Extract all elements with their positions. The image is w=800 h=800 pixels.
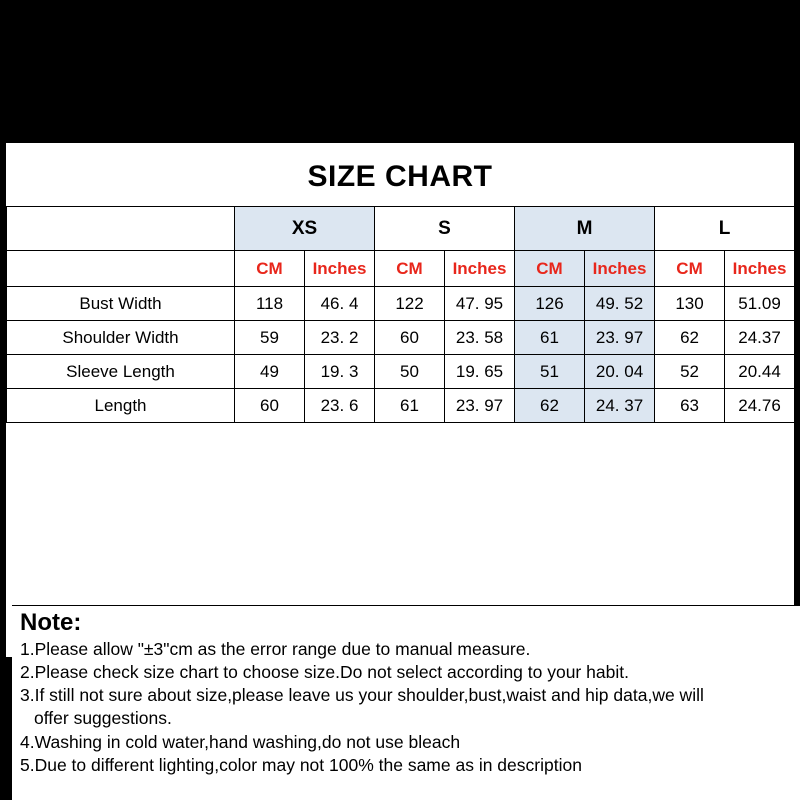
size-chart-card [6,143,794,775]
cell-length-xs-in: 23. 6 [305,389,375,423]
cell-length-s-in: 23. 97 [445,389,515,423]
cell-shoulder-xs-cm: 59 [235,321,305,355]
row-label-shoulder-width: Shoulder Width [7,321,235,355]
unit-cm-l: CM [655,251,725,287]
table-row [7,321,795,355]
cell-sleeve-xs-cm: 49 [235,355,305,389]
cell-sleeve-l-cm: 52 [655,355,725,389]
unit-cm-xs: CM [235,251,305,287]
cell-length-l-cm: 63 [655,389,725,423]
size-chart-table [6,206,795,423]
cell-length-l-in: 24.76 [725,389,795,423]
cell-shoulder-s-cm: 60 [375,321,445,355]
note-line-1: 1.Please allow "±3"cm as the error range due to manual measure. [20,638,531,659]
note-line-5: 5.Due to different lighting,color may not 100% the same as in description [20,754,582,775]
size-header-xs: XS [235,207,375,251]
cell-shoulder-l-in: 24.37 [725,321,795,355]
note-line-3: 3.If still not sure about size,please leave us your shoulder,bust,waist and hip data,we will [20,685,704,706]
table-row [7,287,795,321]
cell-bust-l-in: 51.09 [725,287,795,321]
row-label-bust-width: Bust Width [7,287,235,321]
unit-inches-xs: Inches [305,251,375,287]
size-header-s: S [375,207,515,251]
cell-bust-s-in: 47. 95 [445,287,515,321]
unit-inches-s: Inches [445,251,515,287]
table-header-units [7,251,795,287]
cell-length-s-cm: 61 [375,389,445,423]
note-section [12,605,800,800]
unit-cm-s: CM [375,251,445,287]
cell-shoulder-m-cm: 61 [515,321,585,355]
cell-sleeve-s-cm: 50 [375,355,445,389]
row-label-sleeve-length: Sleeve Length [7,355,235,389]
size-header-m: M [515,207,655,251]
cell-length-xs-cm: 60 [235,389,305,423]
cell-bust-xs-cm: 118 [235,287,305,321]
unit-cm-m: CM [515,251,585,287]
cell-bust-s-cm: 122 [375,287,445,321]
row-label-length: Length [7,389,235,423]
note-line-2: 2.Please check size chart to choose size.Do not select according to your habit. [20,661,629,682]
unit-inches-m: Inches [585,251,655,287]
size-header-l: L [655,207,795,251]
cell-bust-xs-in: 46. 4 [305,287,375,321]
table-header-sizes [7,207,795,251]
table-row [7,389,795,423]
cell-sleeve-m-cm: 51 [515,355,585,389]
cell-shoulder-l-cm: 62 [655,321,725,355]
cell-sleeve-m-in: 20. 04 [585,355,655,389]
cell-shoulder-xs-in: 23. 2 [305,321,375,355]
cell-bust-l-cm: 130 [655,287,725,321]
cell-bust-m-cm: 126 [515,287,585,321]
note-heading: Note: [20,609,82,636]
cell-sleeve-s-in: 19. 65 [445,355,515,389]
cell-shoulder-m-in: 23. 97 [585,321,655,355]
units-blank-cell [7,251,235,287]
table-row [7,355,795,389]
cell-sleeve-xs-in: 19. 3 [305,355,375,389]
corner-blank-cell [7,207,235,251]
cell-sleeve-l-in: 20.44 [725,355,795,389]
page-title: SIZE CHART [307,160,493,193]
cell-length-m-cm: 62 [515,389,585,423]
cell-shoulder-s-in: 23. 58 [445,321,515,355]
cell-length-m-in: 24. 37 [585,389,655,423]
note-line-4: 4.Washing in cold water,hand washing,do not use bleach [20,731,461,752]
unit-inches-l: Inches [725,251,795,287]
note-line-3-cont: offer suggestions. [34,708,172,729]
cell-bust-m-in: 49. 52 [585,287,655,321]
